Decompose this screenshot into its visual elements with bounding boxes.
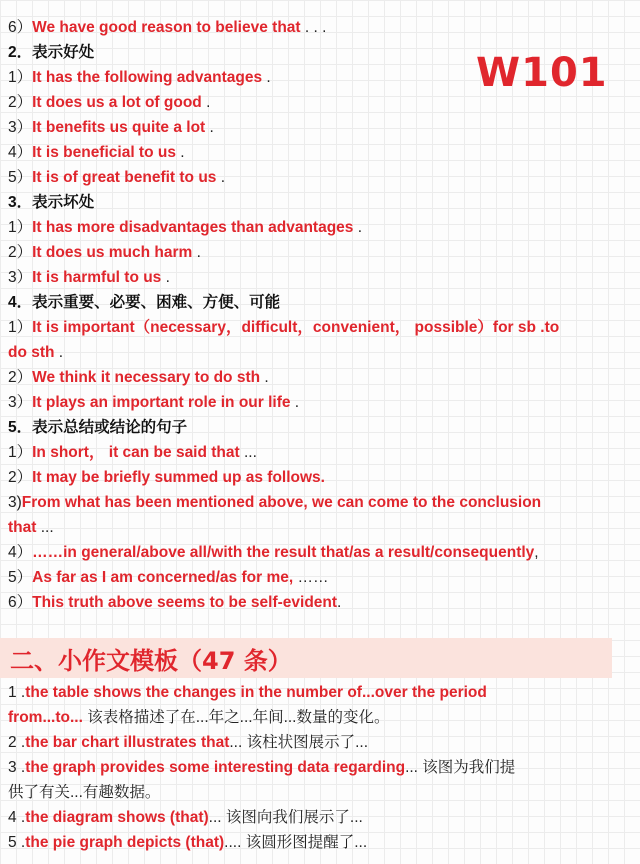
phrase-text: do sth [8, 344, 55, 361]
trailing-text: 供了有关...有趣数据。 [8, 784, 161, 801]
item-number: 4） [8, 144, 33, 161]
phrase-line [8, 365, 633, 390]
item-number: 5 . [8, 834, 26, 851]
phrase-line [8, 755, 633, 780]
phrase-line [8, 680, 633, 705]
phrase-line [8, 340, 633, 365]
phrase-line [8, 730, 633, 755]
trailing-text: ... [239, 444, 257, 461]
phrase-line [8, 15, 633, 40]
phrase-line [8, 115, 633, 140]
phrase-text: In short， it can be said that [32, 444, 240, 461]
section-heading [8, 40, 633, 65]
heading-text: 4．表示重要、必要、困难、方便、可能 [8, 294, 281, 311]
phrase-text: ……in general/above all/with the result that/as a result/consequently [32, 544, 535, 561]
phrase-text: It is of great benefit to us [32, 169, 217, 186]
phrase-line [8, 490, 633, 515]
item-number: 6） [8, 594, 33, 611]
phrase-text: the diagram shows (that) [25, 809, 209, 826]
phrase-text: that [8, 519, 37, 536]
trailing-text: ... 该图为我们提 [405, 759, 516, 776]
item-number: 2 . [8, 734, 26, 751]
item-number: 3 . [8, 759, 26, 776]
phrase-text: We have good reason to believe that [32, 19, 301, 36]
trailing-text: . [54, 344, 64, 361]
phrase-line [8, 390, 633, 415]
phrase-line [8, 140, 633, 165]
trailing-text: . [260, 369, 269, 386]
phrase-text: from...to... [8, 709, 83, 726]
section-heading [8, 415, 633, 440]
trailing-text: . [161, 269, 170, 286]
trailing-text: . [201, 94, 211, 111]
phrase-text: It may be briefly summed up as follows. [32, 469, 325, 486]
trailing-text: ... 该柱状图展示了... [229, 734, 369, 751]
item-number: 4） [8, 544, 33, 561]
trailing-text: . [192, 244, 201, 261]
phrase-text: the table shows the changes in the number of...over the period [25, 684, 487, 701]
phrase-line [8, 465, 633, 490]
trailing-text: ... 该图向我们展示了... [208, 809, 363, 826]
item-number: 1） [8, 319, 33, 336]
item-number: 3） [8, 269, 33, 286]
trailing-text: . [175, 144, 185, 161]
heading-text: 5．表示总结或结论的句子 [8, 419, 188, 436]
trailing-text: , [534, 544, 539, 561]
section-title: 二、小作文模板（47 条） [10, 647, 292, 675]
page-badge: W101 [476, 50, 608, 96]
phrase-line [8, 240, 633, 265]
trailing-text: ... [36, 519, 54, 536]
phrase-text: the bar chart illustrates that [25, 734, 230, 751]
trailing-text: . [337, 594, 342, 611]
item-number: 1） [8, 444, 33, 461]
phrase-text: It has the following advantages [32, 69, 263, 86]
trailing-text: . [216, 169, 226, 186]
item-number: 6） [8, 19, 33, 36]
item-number: 2） [8, 94, 33, 111]
phrase-text: It does us much harm [32, 244, 193, 261]
phrase-text: We think it necessary to do sth [32, 369, 261, 386]
section-heading [8, 290, 633, 315]
item-number: 3） [8, 119, 33, 136]
trailing-text: .... 该圆形图提醒了... [224, 834, 368, 851]
phrase-line [8, 165, 633, 190]
phrase-line [8, 805, 633, 830]
item-number: 1） [8, 219, 33, 236]
phrase-line [8, 440, 633, 465]
item-number: 2） [8, 244, 33, 261]
phrase-line [8, 265, 633, 290]
phrase-text: It is beneficial to us [32, 144, 176, 161]
item-number: 5） [8, 169, 33, 186]
phrase-line [8, 315, 633, 340]
trailing-text: …… [293, 569, 329, 586]
phrase-line [8, 705, 633, 730]
heading-text: 2．表示好处 [8, 44, 95, 61]
phrase-text: It plays an important role in our life [32, 394, 291, 411]
phrase-text: the graph provides some interesting data regarding [25, 759, 406, 776]
item-number: 5） [8, 569, 33, 586]
phrase-line [8, 830, 633, 855]
phrase-text: the pie graph depicts (that) [25, 834, 225, 851]
item-number: 2） [8, 369, 33, 386]
phrase-line [8, 780, 633, 805]
trailing-text: . . . [300, 19, 327, 36]
phrase-line [8, 90, 633, 115]
phrase-text: It does us a lot of good [32, 94, 202, 111]
trailing-text: . [262, 69, 271, 86]
item-number: 2） [8, 469, 33, 486]
item-number: 3） [8, 394, 33, 411]
phrase-text: From what has been mentioned above, we can come to the conclusion [21, 494, 542, 511]
phrase-text: As far as I am concerned/as for me, [32, 569, 294, 586]
item-number: 3) [8, 494, 22, 511]
heading-text: 3．表示坏处 [8, 194, 95, 211]
phrase-line [8, 65, 633, 90]
phrase-line [8, 540, 633, 565]
trailing-text: 该表格描述了在...年之...年间...数量的变化。 [82, 709, 390, 726]
phrase-text: It is harmful to us [32, 269, 162, 286]
phrase-line [8, 515, 633, 540]
item-number: 4 . [8, 809, 26, 826]
phrase-text: It benefits us quite a lot [32, 119, 206, 136]
item-number: 1） [8, 69, 33, 86]
trailing-text: . [353, 219, 363, 236]
phrase-text: It is important（necessary，difficult，convenient， possible）for sb .to [32, 319, 560, 336]
phrase-text: It has more disadvantages than advantages [32, 219, 354, 236]
phrase-text: This truth above seems to be self-evident [32, 594, 338, 611]
trailing-text: . [205, 119, 214, 136]
phrase-line [8, 590, 633, 615]
phrase-line [8, 565, 633, 590]
phrase-line [8, 215, 633, 240]
item-number: 1 . [8, 684, 26, 701]
trailing-text: . [290, 394, 300, 411]
section-heading [8, 190, 633, 215]
